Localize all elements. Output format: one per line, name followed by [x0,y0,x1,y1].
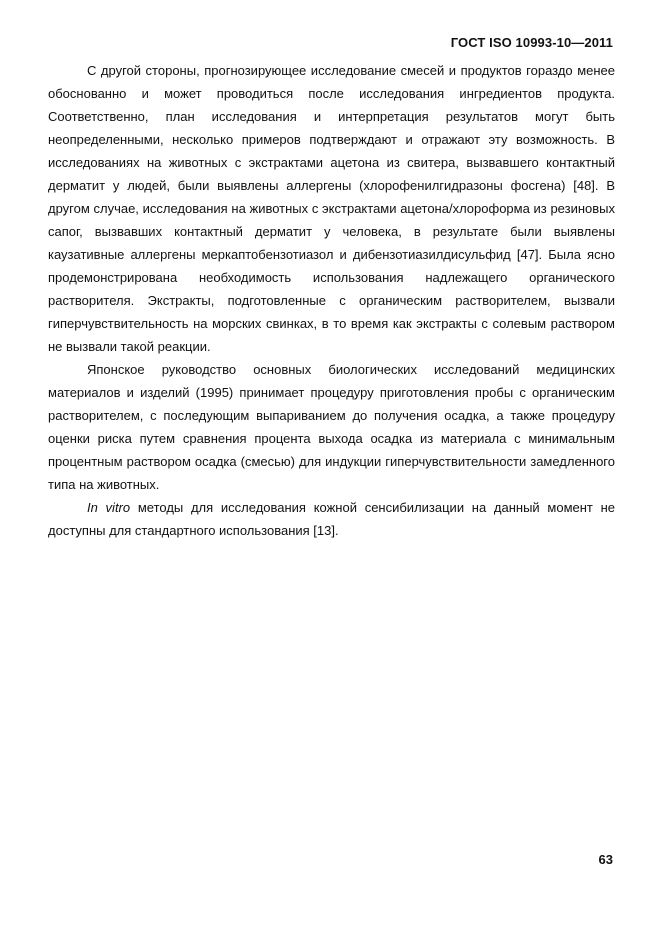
paragraph-mixtures-testing: С другой стороны, прогнозирующее исследование смесей и продуктов гораздо менее обоснованно и может проводиться после исследования ингредиентов продукта. Соответственно, план исследования и интерпретация результатов могут быть неопределенными, несколько примеров подтверждают и отражают эту возможность. В исследованиях на животных с экстрактами ацетона из свитера, вызвавшего контактный дерматит у людей, были выявлены аллергены (хлорофенилгидразоны фосгена) [48]. В другом случае, исследования на животных с экстрактами ацетона/хлороформа из резиновых сапог, вызвавших контактный дерматит у человека, в результате были выявлены каузативные аллергены меркаптобензотиазол и дибензотиазилдисульфид [47]. Была ясно продемонстрирована необходимость использования надлежащего органического растворителя. Экстракты, подготовленные с органическим растворителем, вызвали гиперчувствительность на морских свинках, в то время как экстракты с солевым раствором не вызвали такой реакции. [48,63,615,354]
page-number: 63 [598,852,613,867]
paragraph-in-vitro-methods [48,496,615,542]
document-body [48,59,615,542]
paragraph-japanese-guidance: Японское руководство основных биологических исследований медицинских материалов и изделий (1995) принимает процедуру приготовления пробы с органическим растворителем, с последующим выпариванием до получения осадка, а также процедуру оценки риска путем сравнения процента выхода осадка из материала с минимальным процентным раствором осадка (смесью) для индукции гиперчувствительности замедленного типа на животных. [48,362,615,492]
in-vitro-term: In vitro [87,500,131,515]
page-header-standard-code: ГОСТ ISO 10993-10—2011 [450,35,613,50]
in-vitro-sentence: методы для исследования кожной сенсибилизации на данный момент не доступны для стандартного использования [13]. [48,500,616,538]
